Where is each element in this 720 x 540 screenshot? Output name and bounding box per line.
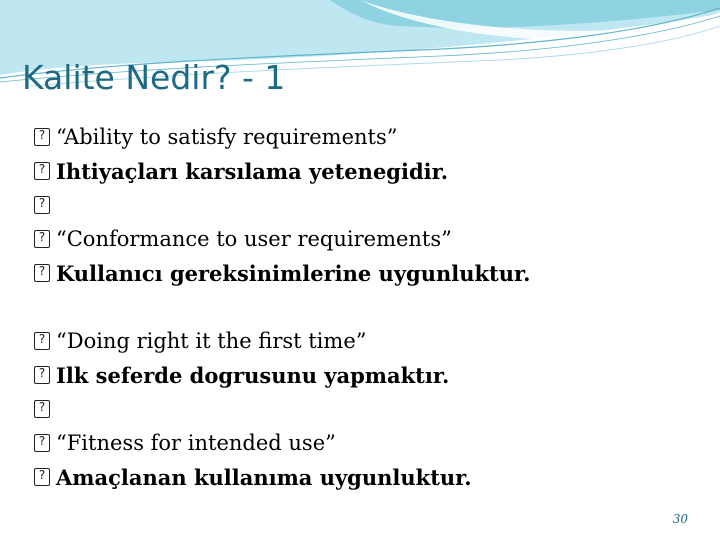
list-item bbox=[34, 460, 694, 494]
missing-glyph-bullet-icon bbox=[34, 128, 50, 146]
list-item bbox=[34, 426, 694, 460]
missing-glyph-bullet-icon bbox=[34, 366, 50, 384]
missing-glyph-bullet-icon bbox=[34, 468, 50, 486]
missing-glyph-bullet-icon bbox=[34, 332, 50, 350]
list-item bbox=[34, 188, 694, 222]
list-item bbox=[34, 324, 694, 358]
missing-glyph-bullet-icon bbox=[34, 196, 50, 214]
missing-glyph-bullet-icon bbox=[34, 400, 50, 418]
slide-title: Kalite Nedir? - 1 bbox=[22, 58, 286, 97]
list-item bbox=[34, 154, 694, 188]
list-item bbox=[34, 222, 694, 256]
list-item bbox=[34, 358, 694, 392]
list-item bbox=[34, 120, 694, 154]
list-item-text: “Fitness for intended use” bbox=[56, 431, 336, 455]
list-item-text: Amaçlanan kullanıma uygunluktur. bbox=[56, 464, 472, 490]
missing-glyph-bullet-icon bbox=[34, 264, 50, 282]
bullet-list bbox=[34, 120, 694, 494]
list-item-text: Ihtiyaçları karsılama yetenegidir. bbox=[56, 158, 449, 184]
list-item bbox=[34, 392, 694, 426]
page-number: 30 bbox=[672, 512, 688, 526]
list-item-text: “Ability to satisfy requirements” bbox=[56, 125, 398, 149]
list-item bbox=[34, 256, 694, 290]
list-item-text: Kullanıcı gereksinimlerine uygunluktur. bbox=[56, 260, 531, 286]
list-item-text: Ilk seferde dogrusunu yapmaktır. bbox=[56, 362, 450, 388]
missing-glyph-bullet-icon bbox=[34, 230, 50, 248]
list-item-text: “Conformance to user requirements” bbox=[56, 227, 452, 251]
missing-glyph-bullet-icon bbox=[34, 162, 50, 180]
list-item-text: “Doing right it the first time” bbox=[56, 329, 367, 353]
missing-glyph-bullet-icon bbox=[34, 434, 50, 452]
